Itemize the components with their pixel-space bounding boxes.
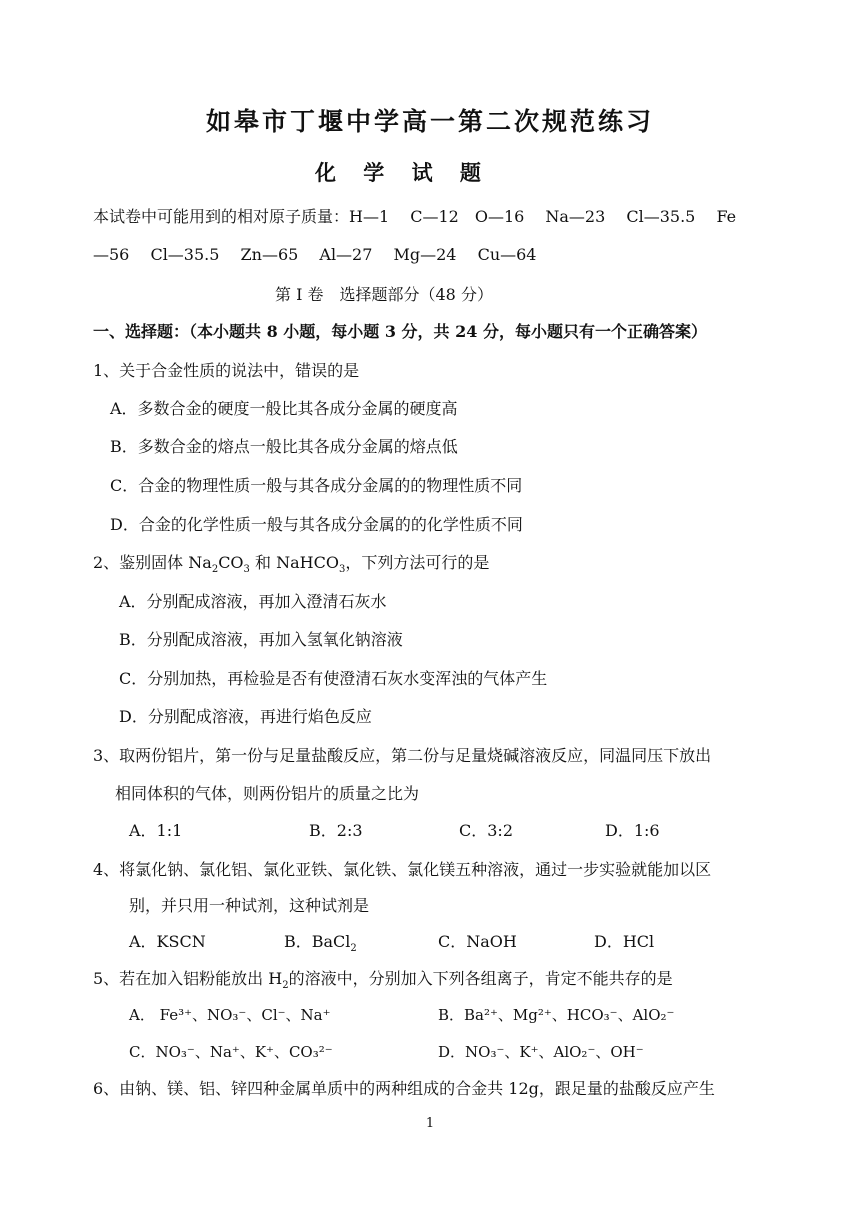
question-5-option-b: B．Ba²⁺、Mg²⁺、HCO₃⁻、AlO₂⁻ — [438, 1006, 675, 1024]
question-1-option-a: A．多数合金的硬度一般比其各成分金属的硬度高 — [110, 399, 458, 418]
question-2-stem — [93, 552, 860, 574]
q2-stem-mid2: 和 NaHCO — [249, 553, 339, 572]
question-3-stem-line-1: 3、取两份铝片，第一份与足量盐酸反应，第二份与足量烧碱溶液反应，同温同压下放出 — [93, 746, 712, 765]
part1-header: 第 I 卷 选择题部分（48 分） — [275, 285, 493, 304]
q4-b-text: B．BaCl — [284, 932, 351, 951]
question-4-option-d: D．HCl — [594, 932, 655, 951]
question-5-stem — [93, 968, 860, 990]
q5-stem-pre: 5、若在加入铝粉能放出 H — [93, 969, 283, 988]
question-2-option-c: C．分别加热，再检验是否有使澄清石灰水变浑浊的气体产生 — [119, 669, 548, 688]
question-3-option-c: C．3:2 — [459, 821, 513, 840]
question-4-option-c: C．NaOH — [438, 932, 517, 951]
question-2-option-a: A．分别配成溶液，再加入澄清石灰水 — [119, 592, 387, 611]
question-2-option-b: B．分别配成溶液，再加入氢氧化钠溶液 — [119, 630, 403, 649]
q2-stem-post: ，下列方法可行的是 — [345, 553, 490, 572]
q2-stem-pre: 2、鉴别固体 Na — [93, 553, 212, 572]
atomic-mass-line-1: 本试卷中可能用到的相对原子质量：H—1 C—12 O—16 Na—23 Cl—35.5 Fe — [93, 207, 737, 226]
question-3-stem-line-2: 相同体积的气体，则两份铝片的质量之比为 — [115, 784, 420, 803]
question-5-option-a: A． Fe³⁺、NO₃⁻、Cl⁻、Na⁺ — [129, 1006, 331, 1024]
question-4-stem-line-1: 4、将氯化钠、氯化铝、氯化亚铁、氯化铁、氯化镁五种溶液，通过一步实验就能加以区 — [93, 860, 712, 879]
page-number: 1 — [425, 1116, 435, 1131]
question-5-option-d: D．NO₃⁻、K⁺、AlO₂⁻、OH⁻ — [438, 1043, 644, 1061]
q2-sub-2: 3 — [243, 564, 250, 576]
q2-stem-mid1: CO — [218, 553, 244, 572]
question-4-stem-line-2: 别，并只用一种试剂，这种试剂是 — [129, 896, 370, 915]
question-4-option-b — [284, 931, 357, 953]
question-2-option-d: D．分别配成溶液，再进行焰色反应 — [119, 707, 372, 726]
question-4-option-a: A．KSCN — [129, 932, 206, 951]
question-3-option-b: B．2:3 — [309, 821, 363, 840]
q5-stem-post: 的溶液中，分别加入下列各组离子，肯定不能共存的是 — [288, 969, 673, 988]
q2-sub-1: 2 — [211, 564, 219, 576]
section1-header: 一、选择题：（本小题共 8 小题，每小题 3 分，共 24 分，每小题只有一个正确答案） — [93, 322, 707, 341]
question-3-option-a: A．1:1 — [129, 821, 183, 840]
question-6-stem-line-1: 6、由钠、镁、铝、锌四种金属单质中的两种组成的合金共 12g，跟足量的盐酸反应产生 — [93, 1079, 715, 1098]
question-1-stem: 1、关于合金性质的说法中，错误的是 — [93, 361, 360, 380]
question-5-option-c: C．NO₃⁻、Na⁺、K⁺、CO₃²⁻ — [129, 1043, 333, 1061]
q2-sub-3: 3 — [338, 564, 346, 576]
question-1-option-d: D．合金的化学性质一般与其各成分金属的的化学性质不同 — [110, 515, 523, 534]
question-1-option-b: B．多数合金的熔点一般比其各成分金属的熔点低 — [110, 437, 458, 456]
q5-sub: 2 — [282, 980, 289, 992]
q4-b-sub: 2 — [350, 943, 357, 955]
question-3-option-d: D．1:6 — [605, 821, 660, 840]
exam-title: 如皋市丁堰中学高一第二次规范练习 — [205, 107, 654, 136]
exam-subtitle: 化 学 试 题 — [315, 160, 491, 185]
question-1-option-c: C．合金的物理性质一般与其各成分金属的的物理性质不同 — [110, 476, 523, 495]
atomic-mass-line-2: —56 Cl—35.5 Zn—65 Al—27 Mg—24 Cu—64 — [93, 245, 537, 264]
